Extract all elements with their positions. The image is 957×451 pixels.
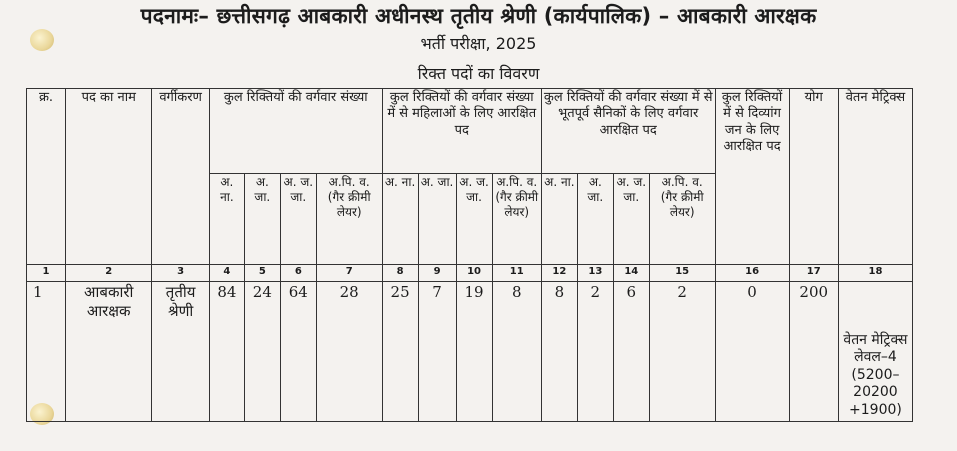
exserviceman-count-cell: 8 [541,282,577,422]
header-pay-matrix: वेतन मेट्रिक्स [838,89,912,265]
column-number: 5 [244,265,280,282]
row-post-name: आबकारी आरक्षक [66,282,152,422]
column-number: 16 [715,265,789,282]
category-header: अ. ना. [382,174,418,265]
total-count-cell: 84 [209,282,244,422]
women-count-cell: 8 [492,282,541,422]
column-number: 8 [382,265,418,282]
column-number: 9 [418,265,456,282]
header-classification: वर्गीकरण [152,89,210,265]
category-header: अ. ना. [541,174,577,265]
row-serial: 1 [27,282,66,422]
header-exserviceman-reserved: कुल रिक्तियों की वर्गवार संख्या में से भूतपूर्व सैनिकों के लिए वर्गवार आरक्षित पद [541,89,715,174]
total-count-cell: 24 [244,282,280,422]
column-number: 13 [577,265,613,282]
category-header: अ. ज. जा. [280,174,316,265]
header-women-reserved: कुल रिक्तियों की वर्गवार संख्या में से महिलाओं के लिए आरक्षित पद [382,89,541,174]
header-post-name: पद का नाम [66,89,152,265]
column-number: 6 [280,265,316,282]
women-count-cell: 25 [382,282,418,422]
column-number: 17 [789,265,838,282]
column-number: 15 [649,265,715,282]
column-number: 18 [838,265,912,282]
header-total-vacancies: कुल रिक्तियों की वर्गवार संख्या [209,89,382,174]
column-number: 3 [152,265,210,282]
table-caption: रिक्त पदों का विवरण [417,64,540,83]
column-number: 4 [209,265,244,282]
category-header: अ. ज. जा. [613,174,649,265]
category-header: अ. ना. [209,174,244,265]
category-header: अ.पि. व. (गैर क्रीमी लेयर) [316,174,382,265]
exserviceman-count-cell: 2 [577,282,613,422]
header-divyang: कुल रिक्तियों में से दिव्यांग जन के लिए आरक्षित पद [715,89,789,265]
category-header: अ. ज. जा. [456,174,492,265]
exserviceman-count-cell: 6 [613,282,649,422]
document-title: पदनामः– छत्तीसगढ़ आबकारी अधीनस्थ तृतीय श्रेणी (कार्यपालिक) – आबकारी आरक्षक [140,4,817,28]
header-row [27,89,913,174]
total-count-cell: 64 [280,282,316,422]
category-header: अ.पि. व. (गैर क्रीमी लेयर) [492,174,541,265]
column-number: 7 [316,265,382,282]
column-number: 1 [27,265,66,282]
column-number: 2 [66,265,152,282]
pay-matrix-cell: वेतन मेट्रिक्स लेवल–4 (5200–20200 +1900) [838,282,912,422]
exserviceman-count-cell: 2 [649,282,715,422]
column-number-row [27,265,913,282]
document-subtitle: भर्ती परीक्षा, 2025 [420,34,537,53]
women-count-cell: 19 [456,282,492,422]
table-row [27,282,913,422]
column-number: 14 [613,265,649,282]
divyang-count-cell: 0 [715,282,789,422]
category-header: अ.पि. व. (गैर क्रीमी लेयर) [649,174,715,265]
total-posts-cell: 200 [789,282,838,422]
category-header: अ. जा. [577,174,613,265]
total-count-cell: 28 [316,282,382,422]
row-classification: तृतीय श्रेणी [152,282,210,422]
women-count-cell: 7 [418,282,456,422]
column-number: 12 [541,265,577,282]
column-number: 10 [456,265,492,282]
header-serial: क्र. [27,89,66,265]
category-header: अ. जा. [418,174,456,265]
vacancy-table [26,88,913,422]
header-total: योग [789,89,838,265]
category-header: अ. जा. [244,174,280,265]
column-number: 11 [492,265,541,282]
